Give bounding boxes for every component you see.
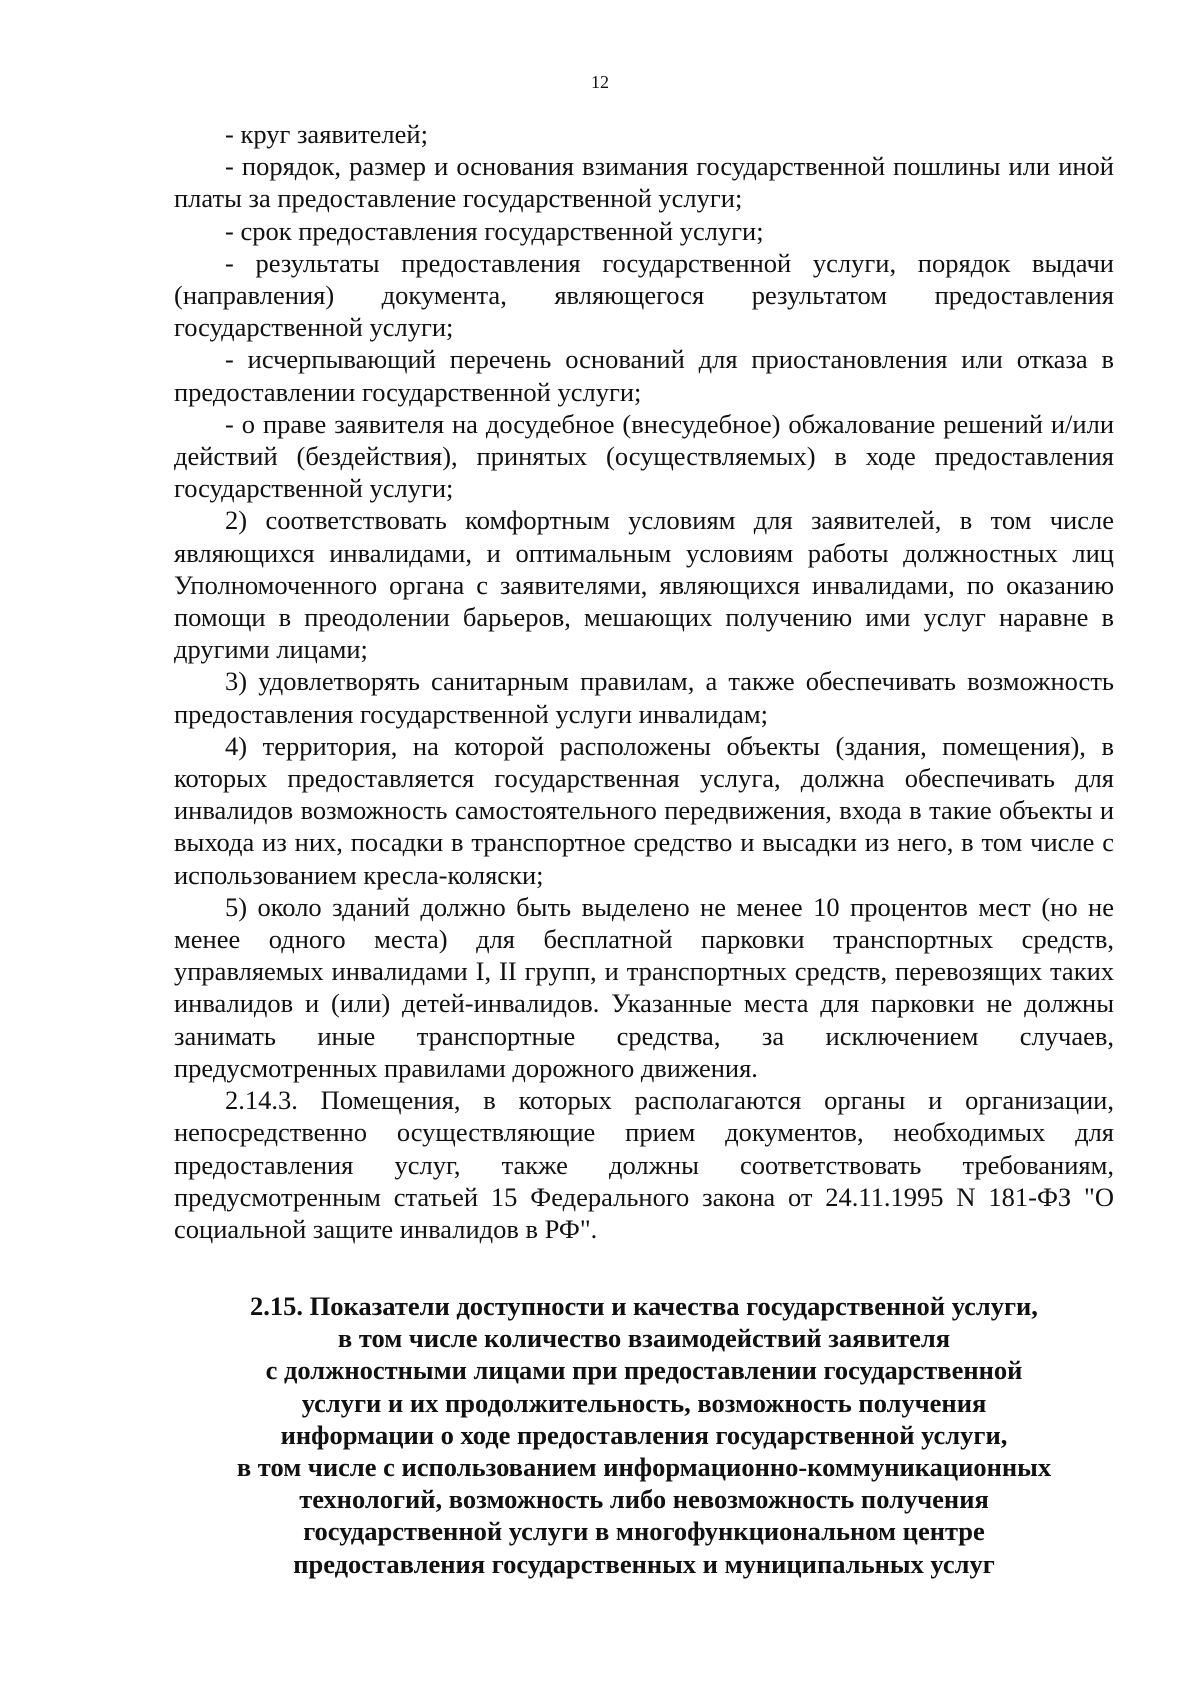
heading-line: с должностными лицами при предоставлении государственной <box>265 1355 1023 1386</box>
heading-line: информации о ходе предоставления государственной услуги, <box>280 1419 1008 1450</box>
heading-line: в том числе количество взаимодействий заявителя <box>337 1323 951 1354</box>
paragraph-results: - результаты предоставления государственной услуги, порядок выдачи (направления) документа, являющегося результатом предоставления государственной услуги; <box>174 247 1114 343</box>
heading-line: 2.15. Показатели доступности и качества государственной услуги, <box>250 1291 1038 1321</box>
paragraph-fee: - порядок, размер и основания взимания государственной пошлины или иной платы за предоставление государственной услуги; <box>174 151 1114 214</box>
paragraph-item-4: 4) территория, на которой расположены объекты (здания, помещения), в которых предоставляется государственная услуга, должна обеспечивать для инвалидов возможность самостоятельного передвижения, входа в такие объекты и выхода из них, посадки в транспортное средство и высадки из него, в том числе с использованием кресла-коляски; <box>174 730 1114 890</box>
paragraph-applicants: - круг заявителей; <box>225 119 428 149</box>
paragraph-term: - срок предоставления государственной услуги; <box>225 215 764 246</box>
heading-line: технологий, возможность либо невозможность получения <box>299 1484 989 1515</box>
heading-line: государственной услуги в многофункциональном центре <box>303 1516 985 1547</box>
paragraph-item-3: 3) удовлетворять санитарным правилам, а также обеспечивать возможность предоставления государственной услуги инвалидам; <box>174 666 1114 729</box>
heading-line: в том числе с использованием информационно-коммуникационных <box>236 1452 1052 1483</box>
heading-line: предоставления государственных и муниципальных услуг <box>293 1548 995 1579</box>
paragraph-refusal-grounds: - исчерпывающий перечень оснований для приостановления или отказа в предоставлении государственной услуги; <box>174 344 1114 407</box>
paragraph-item-5: 5) около зданий должно быть выделено не менее 10 процентов мест (но не менее одного места) для бесплатной парковки транспортных средств, управляемых инвалидами I, II групп, и транспортных средств, перевозящих таких инвалидов и (или) детей-инвалидов. Указанные места для парковки не должны занимать иные транспортные средства, за исключением случаев, предусмотренных правилами дорожного движения. <box>174 891 1114 1083</box>
paragraph-appeal-right: - о праве заявителя на досудебное (внесудебное) обжалование решений и/или действий (бездействия), принятых (осуществляемых) в ходе предоставления государственной услуги; <box>174 408 1114 504</box>
body-text <box>174 118 1114 1245</box>
section-heading-2-15 <box>160 1290 1128 1580</box>
paragraph-2-14-3: 2.14.3. Помещения, в которых располагаются органы и организации, непосредственно осуществляющие прием документов, необходимых для предоставления услуг, также должны соответствовать требованиям, предусмотренным статьей 15 Федерального закона от 24.11.1995 N 181-ФЗ "О социальной защите инвалидов в РФ". <box>174 1085 1114 1244</box>
paragraph-item-2: 2) соответствовать комфортным условиям для заявителей, в том числе являющихся инвалидами, и оптимальным условиям работы должностных лиц Уполномоченного органа с заявителями, являющихся инвалидами, по оказанию помощи в преодолении барьеров, мешающих получению ими услуг наравне в другими лицами; <box>174 505 1114 665</box>
heading-line: услуги и их продолжительность, возможность получения <box>301 1387 987 1418</box>
page-number: 12 <box>591 72 609 92</box>
